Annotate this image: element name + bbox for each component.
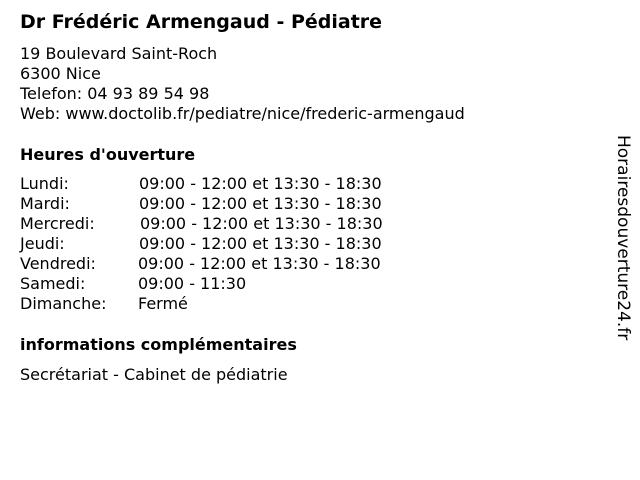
hours-heading: Heures d'ouverture (20, 145, 196, 164)
hours-time-value: Fermé (138, 294, 188, 313)
phone-number: Telefon: 04 93 89 54 98 (20, 84, 210, 103)
hours-day-label: Vendredi: (20, 254, 96, 273)
website: Web: www.doctolib.fr/pediatre/nice/frederic-armengaud (20, 104, 465, 123)
hours-time-value: 09:00 - 12:00 et 13:30 - 18:30 (138, 254, 381, 273)
hours-time-value: 09:00 - 12:00 et 13:30 - 18:30 (139, 174, 382, 193)
page-title: Dr Frédéric Armengaud - Pédiatre (20, 11, 383, 33)
hours-day-label: Dimanche: (20, 294, 107, 313)
hours-time-value: 09:00 - 12:00 et 13:30 - 18:30 (139, 234, 382, 253)
hours-day-label: Lundi: (20, 174, 69, 193)
hours-day-label: Jeudi: (20, 234, 65, 253)
hours-day-label: Mardi: (20, 194, 70, 213)
hours-time-value: 09:00 - 12:00 et 13:30 - 18:30 (139, 194, 382, 213)
address-block (20, 44, 465, 124)
hours-time-value: 09:00 - 11:30 (138, 274, 247, 293)
watermark-text: Horairesdouverture24.fr (613, 135, 633, 341)
street-address: 19 Boulevard Saint-Roch (20, 44, 218, 63)
hours-day-label: Samedi: (20, 274, 86, 293)
info-heading: informations complémentaires (20, 335, 297, 354)
site-watermark (611, 135, 635, 371)
city: 6300 Nice (20, 64, 101, 83)
hours-time-value: 09:00 - 12:00 et 13:30 - 18:30 (140, 214, 383, 233)
hours-day-label: Mercredi: (20, 214, 95, 233)
info-text: Secrétariat - Cabinet de pédiatrie (20, 365, 288, 384)
